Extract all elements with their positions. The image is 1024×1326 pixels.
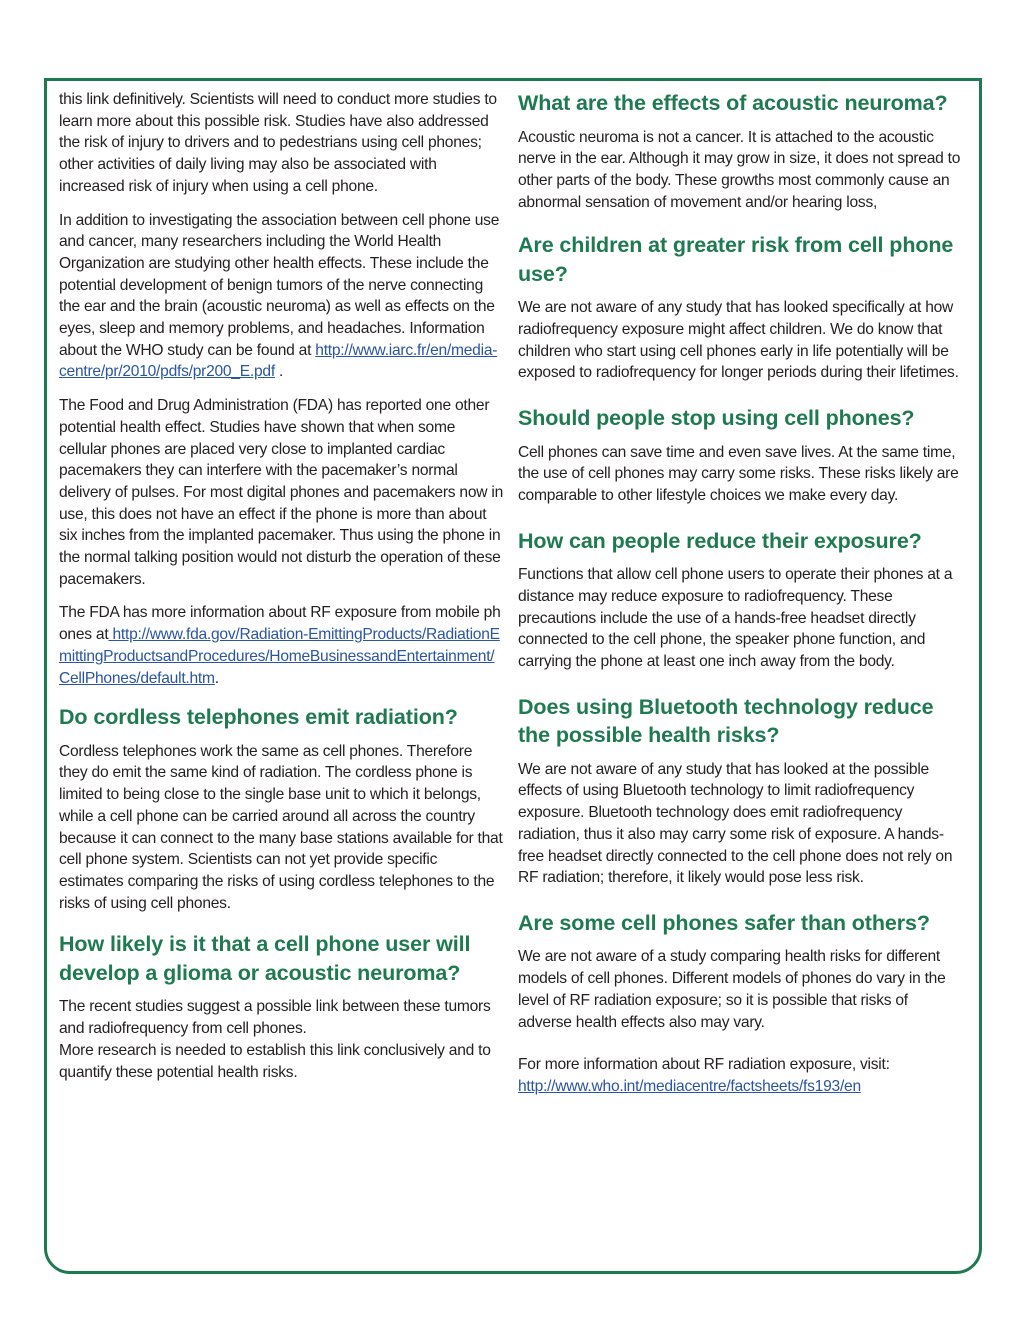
paragraph-text: The FDA has more information about RF exposure from mobile phones at xyxy=(59,604,501,644)
paragraph-acoustic-neuroma: Acoustic neuroma is not a cancer. It is attached to the acoustic nerve in the ear. Although it may grow in size, it does not spread to other parts of the body. These growths most commonly cause an abnormal sensation of movement and/or hearing loss, xyxy=(518,128,961,211)
paragraph-end: . xyxy=(214,669,219,687)
paragraph-link-definitively: this link definitively. Scientists will need to conduct more studies to learn more about this possible risk. Studies have also addressed the risk of injury to drivers and to pedestrians using cell phones; other activities of daily living may also be associated with increased risk of injury when using a cell phone. xyxy=(59,91,497,195)
right-column xyxy=(518,89,964,1110)
paragraph-fda-pacemakers: The Food and Drug Administration (FDA) has reported one other potential health effect. Studies have shown that when some cellular phones are placed very close to implanted cardiac pacemakers they can interfere with the pacemaker’s normal delivery of pulses. For most digital phones and pacemakers now in use, this does not have an effect if the phone is more than about six inches from the implanted pacemaker. Thus using the phone in the normal talking position would not disturb the operation of these pacemakers. xyxy=(59,397,504,588)
heading-children: Are children at greater risk from cell phone use? xyxy=(518,233,954,286)
paragraph-line: The recent studies suggest a possible link between these tumors and radiofrequency from cell phones. xyxy=(59,998,491,1038)
paragraph-reduce-exposure: Functions that allow cell phone users to operate their phones at a distance may reduce exposure to radiofrequency. These precautions include the use of a hands-free headset directly connected to the cell phone, the speaker phone function, and carrying the phone at least one inch away from the body. xyxy=(518,566,953,671)
heading-bluetooth: Does using Bluetooth technology reduce the possible health risks? xyxy=(518,694,934,748)
paragraph-who-study xyxy=(59,210,503,384)
heading-stop-using: Should people stop using cell phones? xyxy=(518,406,915,431)
paragraph-line: More research is needed to establish this link conclusively and to quantify these potential health risks. xyxy=(59,1041,491,1081)
who-factsheet-link[interactable]: http://www.who.int/mediacentre/factsheets/fs193/en xyxy=(518,1077,861,1095)
paragraph-end: . xyxy=(274,363,284,381)
paragraph-more-info xyxy=(518,1054,964,1097)
paragraph-cordless: Cordless telephones work the same as cell phones. Therefore they do emit the same kind of radiation. The cordless phone is limited to being close to the single base unit to which it belongs, while a cell phone can be carried around all across the country because it can connect to the many base stations available for that cell phone system. Scientists can not yet provide specific estimates comparing the risks of using cordless telephones to the risks of using cell phones. xyxy=(59,742,503,912)
paragraph-children: We are not aware of any study that has looked specifically at how radiofrequency exposure might affect children. We do know that children who start using cell phones early in life potentially will be exposed to radiofrequency for longer periods during their lifetimes. xyxy=(518,299,959,382)
paragraph-text: In addition to investigating the association between cell phone use and cancer, many researchers including the World Health Organization are studying other health effects. These include the potential development of benign tumors of the nerve connecting the ear and the brain (acoustic neuroma) as well as effects on the eyes, sleep and memory problems, and headaches. Information about the WHO study can be found at xyxy=(59,211,500,359)
paragraph-bluetooth: We are not aware of any study that has looked at the possible effects of using Bluetooth technology to limit radiofrequency exposure. Bluetooth technology does emit radiofrequency radiation, thus it also may carry some risk of exposure. A hands-free headset directly connected to the cell phone does not rely on RF radiation; therefore, it likely would pose less risk. xyxy=(518,760,953,887)
paragraph-text: For more information about RF radiation exposure, visit: xyxy=(518,1056,890,1074)
iarc-link[interactable]: http://www.iarc.fr/en/media-centre/pr/2010/pdfs/pr200_E.pdf xyxy=(59,341,498,381)
heading-safer-phones: Are some cell phones safer than others? xyxy=(518,910,930,935)
heading-reduce-exposure: How can people reduce their exposure? xyxy=(518,528,922,553)
paragraph-glioma xyxy=(59,996,503,1083)
left-column xyxy=(59,89,503,1095)
heading-cordless: Do cordless telephones emit radiation? xyxy=(59,705,458,730)
paragraph-fda-info xyxy=(59,602,503,689)
heading-glioma: How likely is it that a cell phone user will develop a glioma or acoustic neuroma? xyxy=(59,932,471,985)
heading-acoustic-neuroma: What are the effects of acoustic neuroma? xyxy=(518,91,948,115)
paragraph-safer-phones: We are not aware of a study comparing health risks for different models of cell phones. Different models of phones do vary in the level of RF radiation exposure; so it is possible that risks of adverse health effects also may vary. xyxy=(518,948,946,1031)
fda-link[interactable]: http://www.fda.gov/Radiation-EmittingProducts/RadiationEmittingProductsandProcedures/HomeBusinessandEntertainment/CellPhones/default.htm xyxy=(59,626,500,687)
paragraph-stop-using: Cell phones can save time and even save lives. At the same time, the use of cell phones may carry some risks. These risks likely are comparable to other lifestyle choices we make every day. xyxy=(518,443,959,505)
